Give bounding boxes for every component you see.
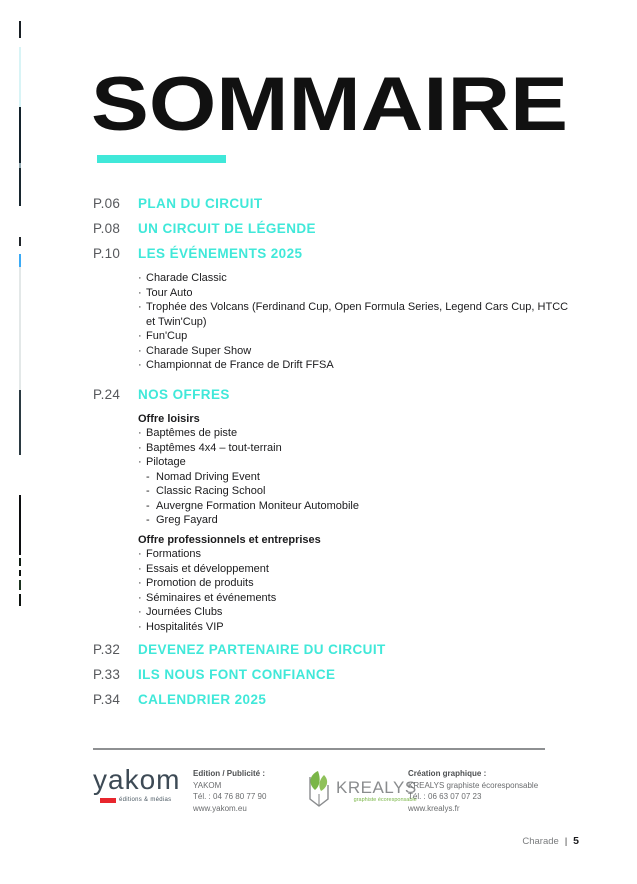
list-item: [93, 455, 578, 470]
dash-marker: -: [146, 514, 150, 526]
creation-block-title: Création graphique :: [408, 769, 487, 778]
dash-marker: -: [146, 470, 150, 483]
edition-phone: Tél. : 04 76 80 77 90: [193, 792, 267, 801]
toc-page-number: P.32: [93, 642, 121, 657]
footer-separator: |: [564, 836, 568, 846]
creation-website-link[interactable]: www.krealys.fr: [408, 803, 460, 813]
list-item: [138, 344, 578, 359]
edition-company: YAKOM: [193, 780, 222, 790]
edition-info-block: [193, 768, 313, 814]
footer-brand-label: Charade: [522, 836, 559, 847]
page-edge-strip: [19, 0, 21, 884]
bullet-marker: ·: [138, 344, 142, 357]
list-item-text: Auvergne Formation Moniteur Automobile: [156, 499, 359, 512]
page-edge-strip-segment: [19, 390, 21, 455]
offer-heading: Offre loisirs: [138, 412, 200, 425]
page-title-svg: [91, 62, 573, 142]
krealys-leaf-icon: [306, 770, 333, 809]
bullet-marker: ·: [138, 441, 142, 454]
page-edge-strip-segment: [19, 254, 21, 267]
toc-entry-label[interactable]: CALENDRIER 2025: [138, 692, 267, 707]
list-item: [138, 271, 578, 286]
bullet-marker: ·: [138, 427, 142, 439]
creation-info-block: [408, 768, 553, 814]
page-edge-strip-segment: [19, 267, 21, 390]
page-edge-strip-segment: [19, 570, 21, 576]
page-edge-strip-segment: [19, 107, 21, 163]
list-item-text: Championnat de France de Drift FFSA: [146, 359, 334, 371]
list-subitem: [146, 470, 589, 485]
list-item: [93, 576, 578, 591]
list-item-text: Charade Classic: [146, 272, 227, 284]
dash-marker: -: [146, 499, 150, 512]
bullet-marker: ·: [138, 548, 142, 560]
toc-page-number: P.10: [93, 246, 121, 261]
page-edge-strip-segment: [19, 594, 21, 606]
list-item: [138, 358, 578, 373]
toc-entry: [93, 246, 589, 262]
yakom-logo-text: yakom: [93, 764, 181, 795]
offer-heading: Offre professionnels et entreprises: [138, 533, 321, 546]
list-item-text: Baptêmes 4x4 – tout-terrain: [146, 441, 282, 454]
bullet-marker: ·: [138, 562, 142, 575]
footer-divider: [93, 748, 545, 750]
page-title: SOMMAIRE: [91, 62, 568, 142]
list-item: [93, 620, 578, 635]
page-edge-strip-segment: [19, 47, 21, 107]
toc-entry-label[interactable]: ILS NOUS FONT CONFIANCE: [138, 667, 336, 682]
toc-entry-label[interactable]: UN CIRCUIT DE LÉGENDE: [138, 221, 316, 236]
list-item: [93, 591, 578, 606]
list-item-text: Tour Auto: [146, 286, 193, 299]
list-item-text: Nomad Driving Event: [156, 470, 260, 483]
bullet-marker: ·: [138, 272, 142, 284]
toc-entry: [93, 642, 589, 658]
dash-marker: -: [146, 485, 150, 497]
list-item-text: Journées Clubs: [146, 606, 223, 618]
toc-page-number: P.24: [93, 386, 121, 402]
toc-page-number: P.34: [93, 692, 121, 707]
page-edge-strip-segment: [19, 21, 21, 38]
yakom-red-mark: [100, 798, 116, 803]
page-edge-strip-segment: [19, 580, 21, 590]
yakom-logo: [93, 766, 189, 803]
bullet-marker: ·: [138, 577, 142, 589]
list-item-text: Hospitalités VIP: [146, 620, 224, 633]
offre-pro-list: [138, 547, 578, 634]
list-item: [93, 562, 578, 577]
list-item: [93, 426, 578, 441]
bullet-marker: ·: [138, 330, 142, 342]
bullet-marker: ·: [138, 606, 142, 618]
bullet-marker: ·: [138, 591, 142, 604]
toc-page-number: P.33: [93, 667, 121, 682]
krealys-logo-text: KREALYS: [336, 778, 417, 797]
bullet-marker: ·: [138, 286, 142, 299]
list-subitem: [146, 499, 589, 514]
krealys-logo: [306, 770, 417, 809]
toc-page-number: P.06: [93, 196, 121, 211]
list-item: [93, 605, 578, 620]
toc-entry-label[interactable]: DEVENEZ PARTENAIRE DU CIRCUIT: [138, 642, 386, 657]
table-of-contents: [93, 196, 589, 717]
toc-page-number: P.08: [93, 221, 121, 236]
toc-entry: [93, 196, 589, 212]
list-item-text: Promotion de produits: [146, 577, 254, 589]
bullet-marker: ·: [138, 359, 142, 371]
toc-entry: [93, 387, 589, 403]
list-item-text: Greg Fayard: [156, 514, 218, 526]
page-edge-strip-segment: [19, 558, 21, 566]
list-item-text: Formations: [146, 548, 202, 560]
page-title-wrap: [91, 62, 573, 147]
toc-entry-label[interactable]: PLAN DU CIRCUIT: [138, 196, 263, 211]
list-item: [93, 441, 578, 456]
page-edge-strip-segment: [19, 495, 21, 555]
toc-entry: [93, 692, 589, 708]
bullet-marker: ·: [138, 301, 142, 313]
bullet-marker: ·: [138, 456, 142, 468]
list-item: [138, 286, 578, 301]
list-subitem: [146, 484, 589, 499]
toc-entry: [93, 221, 589, 237]
list-subitem: [146, 513, 589, 528]
list-item-text: Essais et développement: [146, 562, 269, 575]
edition-block-title: Edition / Publicité :: [193, 769, 265, 778]
events-2025-list: [138, 271, 578, 373]
krealys-logo-tagline: graphiste écoresponsable: [353, 797, 417, 803]
list-item-text: Trophée des Volcans (Ferdinand Cup, Open Formula Series, Legend Cars Cup, HTCC et Twin'Cup): [146, 301, 569, 328]
list-item-text: Pilotage: [146, 456, 186, 468]
toc-entry: [93, 667, 589, 683]
edition-website-link[interactable]: www.yakom.eu: [193, 803, 247, 813]
footer-page-number: 5: [573, 835, 579, 847]
yakom-logo-tagline: éditions & médias: [119, 797, 172, 803]
list-item: [93, 547, 578, 562]
toc-entry-label[interactable]: LES ÉVÉNEMENTS 2025: [138, 246, 303, 261]
offre-loisirs-list: [138, 426, 578, 470]
list-item-text: Séminaires et événements: [146, 591, 277, 604]
list-item-text: Baptêmes de piste: [146, 427, 238, 439]
page-number-footer: [522, 835, 579, 847]
creation-phone: Tél. : 06 63 07 07 23: [408, 792, 482, 801]
creation-company: KREALYS graphiste écoresponsable: [408, 780, 539, 790]
bullet-marker: ·: [138, 620, 142, 633]
list-item-text: Fun'Cup: [146, 330, 188, 342]
list-item-text: Classic Racing School: [156, 485, 266, 497]
title-accent-bar: [97, 155, 226, 163]
page-edge-strip-segment: [19, 237, 21, 246]
toc-entry-label[interactable]: NOS OFFRES: [138, 386, 230, 402]
list-item-text: Charade Super Show: [146, 344, 252, 357]
list-item: [138, 329, 578, 344]
page-edge-strip-segment: [19, 168, 21, 206]
list-item: [138, 300, 578, 329]
